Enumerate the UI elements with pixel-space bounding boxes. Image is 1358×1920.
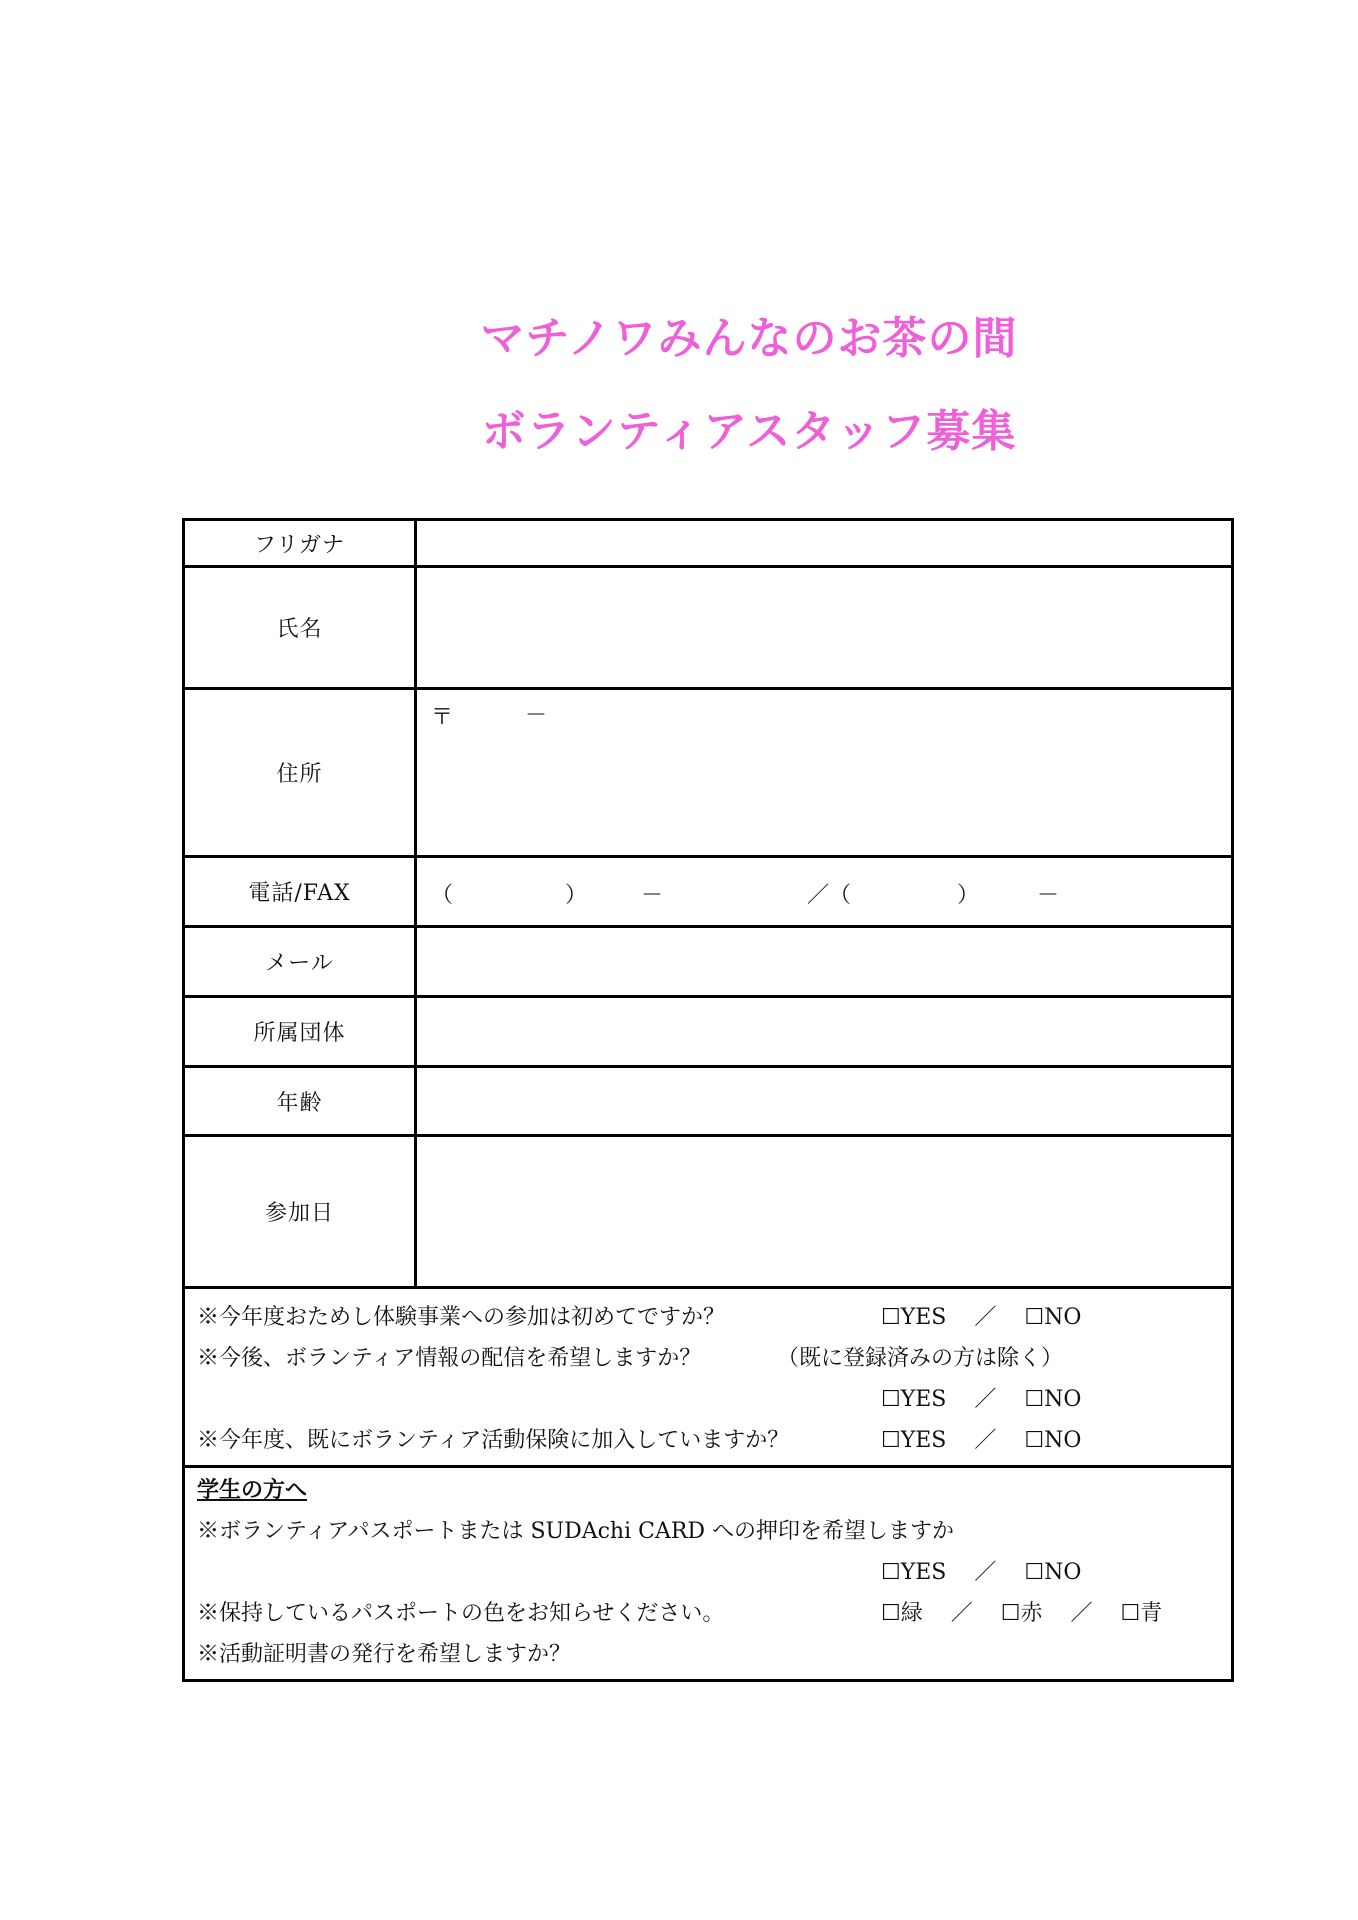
phone-label: 電話/FAX (185, 858, 417, 925)
row-furigana (185, 521, 1231, 565)
row-address (185, 687, 1231, 855)
question-newsletter (197, 1338, 1219, 1379)
newsletter-yes-checkbox[interactable]: ☐YES (881, 1387, 947, 1412)
questions-block (185, 1286, 1231, 1465)
question-passport-stamp-text: ※ボランティアパスポートまたは SUDAchi CARD への押印を希望しますか (197, 1519, 955, 1544)
furigana-label: フリガナ (185, 521, 417, 565)
organization-label: 所属団体 (185, 998, 417, 1065)
option-separator: ／ (950, 1601, 973, 1626)
title-line-2: ボランティアスタッフ募集 (481, 406, 1017, 457)
newsletter-options (881, 1379, 1081, 1420)
passport-color-green-checkbox[interactable]: ☐緑 (881, 1601, 923, 1626)
option-separator: ／ (974, 1305, 997, 1330)
fax-close-paren: ） (957, 883, 980, 908)
passport-stamp-options (881, 1552, 1081, 1593)
phone-dash: － (641, 883, 664, 908)
insurance-yes-checkbox[interactable]: ☐YES (881, 1428, 947, 1453)
first-time-no-checkbox[interactable]: ☐NO (1024, 1305, 1082, 1330)
row-name (185, 565, 1231, 687)
address-field[interactable] (417, 690, 1231, 855)
option-separator: ／ (974, 1387, 997, 1412)
application-form (182, 518, 1234, 1682)
option-separator: ／ (1070, 1601, 1093, 1626)
question-newsletter-note: （既に登録済みの方は除く） (777, 1346, 1064, 1371)
postal-mark: 〒 (431, 705, 454, 730)
passport-stamp-no-checkbox[interactable]: ☐NO (1024, 1560, 1082, 1585)
mail-field[interactable] (417, 928, 1231, 995)
passport-color-red-checkbox[interactable]: ☐赤 (1000, 1601, 1043, 1626)
insurance-options (881, 1420, 1081, 1461)
row-phone-fax (185, 855, 1231, 925)
passport-color-options (881, 1593, 1162, 1634)
passport-stamp-yes-checkbox[interactable]: ☐YES (881, 1560, 947, 1585)
option-separator: ／ (974, 1560, 997, 1585)
name-label: 氏名 (185, 568, 417, 687)
age-label: 年齢 (185, 1068, 417, 1134)
title-line-1: マチノワみんなのお茶の間 (480, 313, 1018, 364)
row-participation-date (185, 1134, 1231, 1286)
phone-close-paren: ） (565, 883, 588, 908)
participation-date-label: 参加日 (185, 1137, 417, 1286)
question-certificate-text: ※活動証明書の発行を希望しますか？ (197, 1642, 572, 1667)
question-passport-color-text: ※保持しているパスポートの色をお知らせください。 (197, 1601, 725, 1626)
first-time-options (881, 1297, 1081, 1338)
question-newsletter-options-line (197, 1379, 1219, 1420)
name-field[interactable] (417, 568, 1231, 687)
mail-label: メール (185, 928, 417, 995)
phone-field[interactable] (417, 858, 1231, 925)
passport-color-blue-checkbox[interactable]: ☐青 (1120, 1601, 1163, 1626)
row-organization (185, 995, 1231, 1065)
students-heading-line (197, 1470, 1219, 1511)
participation-date-field[interactable] (417, 1137, 1231, 1286)
question-passport-color (197, 1593, 1219, 1634)
question-newsletter-text: ※今後、ボランティア情報の配信を希望しますか？ (197, 1346, 702, 1371)
furigana-field[interactable] (417, 521, 1231, 565)
row-mail (185, 925, 1231, 995)
students-heading: 学生の方へ (197, 1477, 308, 1503)
question-insurance (197, 1420, 1219, 1461)
first-time-yes-checkbox[interactable]: ☐YES (881, 1305, 947, 1330)
row-age (185, 1065, 1231, 1134)
question-first-time (197, 1297, 1219, 1338)
question-first-time-text: ※今年度おためし体験事業への参加は初めてですか？ (197, 1305, 726, 1330)
insurance-no-checkbox[interactable]: ☐NO (1024, 1428, 1082, 1453)
organization-field[interactable] (417, 998, 1231, 1065)
fax-open: ／（ (807, 883, 852, 908)
fax-dash: － (1037, 883, 1060, 908)
question-passport-stamp (197, 1511, 1219, 1552)
students-block (185, 1465, 1231, 1679)
question-certificate (197, 1634, 1219, 1675)
phone-open-paren: （ (431, 883, 454, 908)
passport-stamp-options-line (197, 1552, 1219, 1593)
age-field[interactable] (417, 1068, 1231, 1134)
newsletter-no-checkbox[interactable]: ☐NO (1024, 1387, 1082, 1412)
postal-dash: － (525, 703, 548, 728)
option-separator: ／ (974, 1428, 997, 1453)
question-insurance-text: ※今年度、既にボランティア活動保険に加入していますか？ (197, 1428, 790, 1453)
address-label: 住所 (185, 690, 417, 855)
